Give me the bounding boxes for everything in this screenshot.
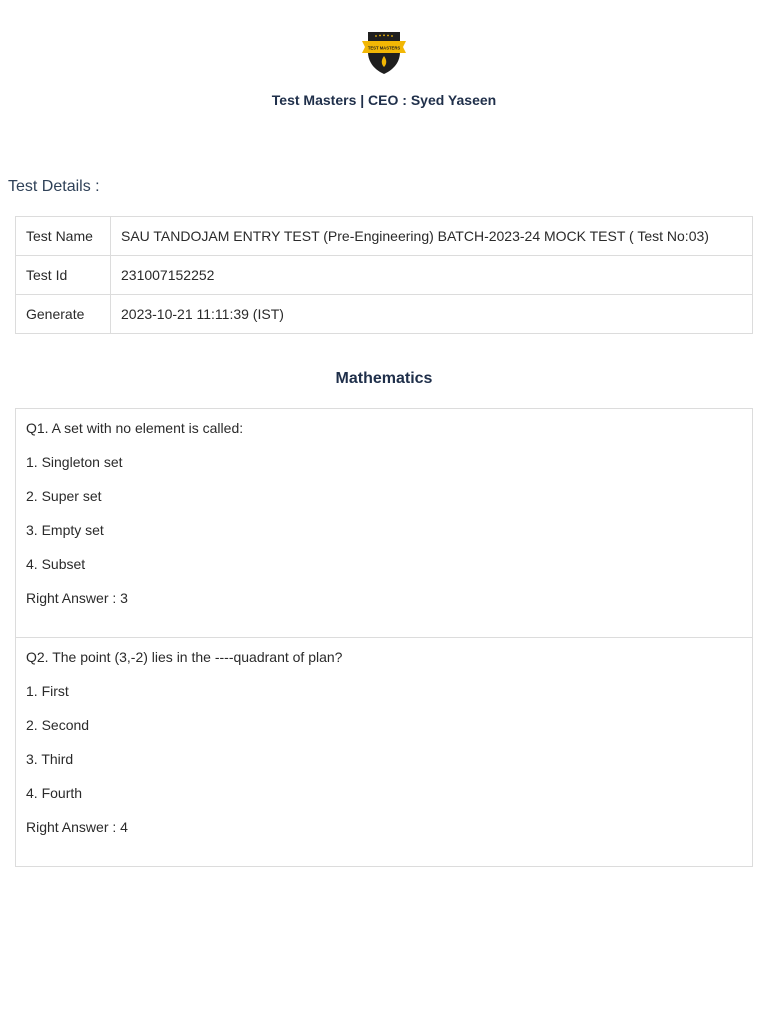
option: 3. Empty set (26, 522, 104, 538)
detail-key: Test Id (16, 256, 111, 295)
brand-line: Test Masters | CEO : Syed Yaseen (271, 92, 497, 108)
question-block (16, 637, 752, 866)
option: 2. Super set (26, 488, 102, 504)
question-block (16, 409, 752, 637)
detail-value: 231007152252 (111, 256, 753, 295)
detail-key: Generate (16, 295, 111, 334)
subject-title: Mathematics (335, 370, 433, 387)
table-row (16, 217, 753, 256)
option: 4. Subset (26, 556, 86, 572)
option: 1. Singleton set (26, 454, 123, 470)
right-answer: Right Answer : 4 (26, 819, 128, 835)
question-text: Q2. The point (3,-2) lies in the ----quadrant of plan? (26, 649, 343, 665)
option: 1. First (26, 683, 69, 699)
option: 3. Third (26, 751, 74, 767)
logo-text: TEST MASTERS (367, 45, 401, 51)
test-masters-logo (358, 26, 410, 78)
detail-key: Test Name (16, 217, 111, 256)
right-answer: Right Answer : 3 (26, 590, 128, 606)
table-row (16, 295, 753, 334)
option: 2. Second (26, 717, 90, 733)
detail-value: SAU TANDOJAM ENTRY TEST (Pre-Engineering) BATCH-2023-24 MOCK TEST ( Test No:03) (111, 217, 753, 256)
option: 4. Fourth (26, 785, 83, 801)
questions-list (15, 408, 753, 867)
page-header (0, 0, 768, 108)
question-text: Q1. A set with no element is called: (26, 420, 244, 436)
table-row (16, 256, 753, 295)
detail-value: 2023-10-21 11:11:39 (IST) (111, 295, 753, 334)
test-details-table (15, 216, 753, 334)
test-details-label: Test Details : (8, 178, 100, 195)
